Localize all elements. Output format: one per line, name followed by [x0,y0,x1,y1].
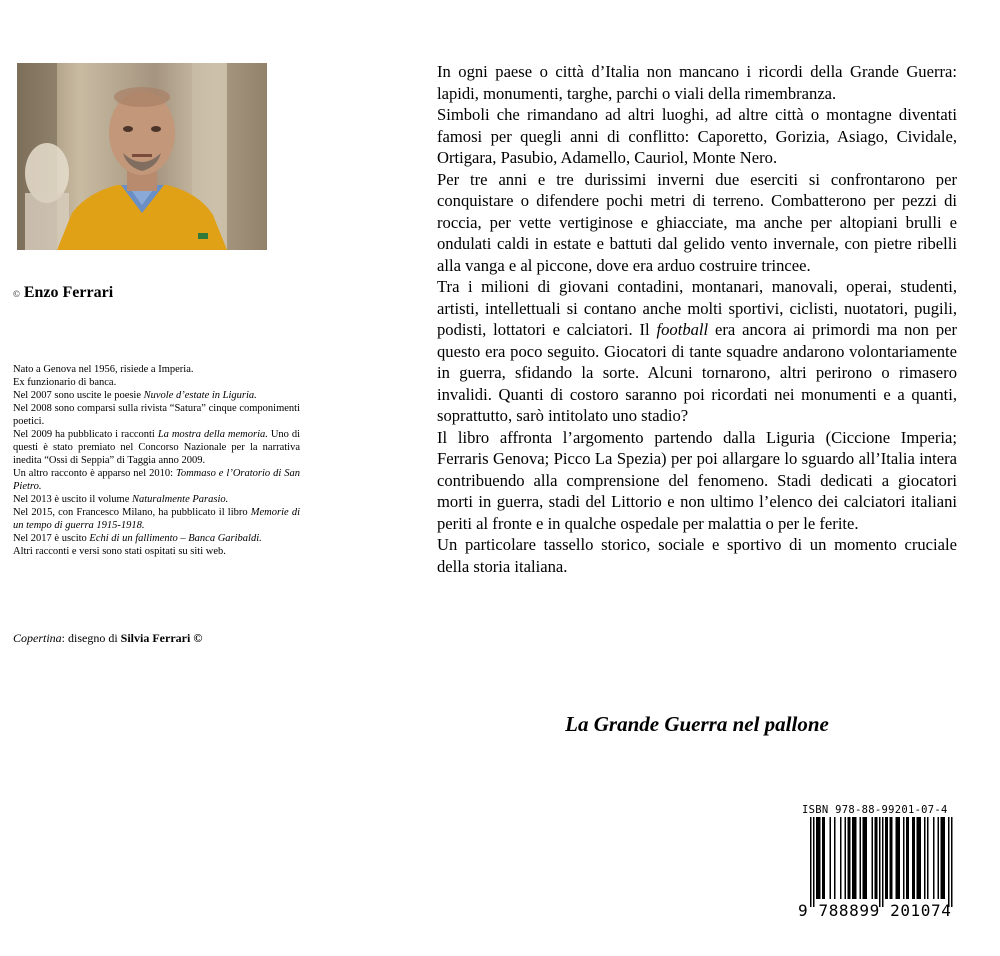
barcode-bar [912,817,914,899]
barcode-bar [875,817,877,899]
author-bio [13,363,300,558]
bio-paragraph [13,363,300,376]
bio-paragraph [13,545,300,558]
bio-text: Un altro racconto è apparso nel 2010: [13,468,176,479]
barcode-bar [917,817,919,899]
barcode-bar [908,817,910,899]
blurb-paragraph [437,104,957,169]
back-cover-blurb [437,61,957,577]
bio-text: Nel 2015, con Francesco Milano, ha pubblicato il libro [13,507,251,518]
barcode-bar [818,817,820,899]
barcode-bar [948,817,950,907]
bio-text: Memorie di un tempo di guerra 1915-1918. [13,507,300,531]
barcode-bar [834,817,836,899]
barcode-bar [845,817,847,899]
barcode-bar [855,817,857,899]
bio-text: La mostra della memoria. [157,429,268,440]
barcode-bar [896,817,898,899]
barcode-bar [864,817,866,899]
bio-paragraph [13,428,300,467]
blurb-text: Simboli che rimandano ad altri luoghi, ad altre città o montagne diventati famosi per quegli anni di conflitto: Caporetto, Gorizia, Asiago, Cividale, Ortigara, Pasubio, Adamello, Cauriol, Monte Nero. [437,105,957,167]
blurb-text: Per tre anni e tre durissimi inverni due eserciti si confrontarono per conquistare o difendere pochi metri di terreno. Combatterono per pezzi di roccia, per vette vertiginose e ghiacciate, ma anche per altopiani brulli e ondulati caldi in estate e battuti dal gelido vento invernale, con pietre ribelli alla vanga e al piccone, dove era arduo costruire trincee. [437,169,957,275]
barcode-bar [819,817,821,899]
barcode-bar [933,817,935,899]
cover-artist: Silvia Ferrari © [120,631,203,645]
barcode-bar [813,817,815,907]
barcode-bar [899,817,901,899]
barcode-bar [942,817,944,899]
barcode-bar [863,817,865,899]
blurb-paragraph [437,427,957,535]
bio-text: Nel 2013 è uscito il volume [13,494,132,505]
bio-paragraph [13,467,300,493]
bio-paragraph [13,389,300,402]
bio-paragraph [13,493,300,506]
barcode-bar [906,817,908,899]
blurb-text: era ancora ai primordi ma non per questo era poco seguito. Giocatori di tante squadre andarono volontariamente in guerra, sfidando la sorte. Alcuni tornarono, altri perirono o rimasero invalidi. Quanti di costoro saranno poi ricordati nei monumenti e a quanti, soprattutto, sarò intitolato uno stadio? [437,320,958,425]
barcode-bar [882,817,884,907]
barcode-digits: 9 788899 201074 [798,901,952,920]
barcode-bar [879,817,881,907]
bio-text: Nel 2008 sono comparsi sulla rivista “Satura” cinque componimenti poetici. [13,403,300,427]
isbn-barcode [800,817,960,909]
bio-paragraph [13,402,300,428]
barcode-bar [849,817,851,899]
blurb-text: football [656,320,709,339]
author-name [13,284,113,302]
barcode-bar [897,817,899,899]
cover-credit-label: Copertina [13,631,62,645]
bio-text: Nel 2017 è uscito [13,533,90,544]
barcode-bar [816,817,818,899]
isbn-label: ISBN 978-88-99201-07-4 [802,804,948,816]
bio-paragraph [13,532,300,545]
blurb-paragraph [437,61,957,104]
bio-text: Nel 2007 sono uscite le poesie [13,390,144,401]
barcode-bar [852,817,854,899]
barcode-bar [914,817,916,899]
barcode-bar [890,817,892,899]
barcode-bar [887,817,889,899]
bio-text: Tommaso e l’Oratorio di San Pietro. [13,468,300,492]
bio-text: Altri racconti e versi sono stati ospitati su siti web. [13,546,226,557]
barcode-bar [822,817,824,899]
bio-text: Uno di questi è stato premiato nel Concorso Nazionale per la narrativa inedita “Ossi di Seppia” di Taggia anno 2009. [13,429,301,466]
blurb-text: Il libro affronta l’argomento partendo dalla Liguria (Ciccione Imperia; Ferraris Genova; Picco La Spezia) per poi allargare lo sguardo all’Italia intera contribuendo alla comprensione del fenomeno. Stadi dedicati a giocatori morti in guerra, stadi del Littorio e non ultimo l’elenco dei calciatori italiani periti al fronte e in qualche ospedale per malattia o per le ferite. [437,427,957,533]
barcode-bar [944,817,946,899]
barcode-bar [927,817,929,899]
cover-credit-text: : disegno di [61,631,121,645]
barcode-bar [854,817,856,899]
bio-text: Ex funzionario di banca. [13,377,117,388]
barcode-bar [924,817,926,899]
barcode-bar [938,817,940,899]
barcode-bar [918,817,920,899]
blurb-paragraph [437,534,957,577]
barcode-bar [920,817,922,899]
cover-credit [13,631,202,646]
blurb-text: Un particolare tassello storico, sociale e sportivo di un momento cruciale della storia italiana. [437,535,957,576]
barcode-bar [885,817,887,899]
barcode-bar [951,817,953,907]
barcode-bar [830,817,832,899]
blurb-text: In ogni paese o città d’Italia non mancano i ricordi della Grande Guerra: lapidi, monumenti, targhe, parchi o viali della rimembranza. [437,62,957,103]
barcode-bar [891,817,893,899]
bio-text: Nuvole d’estate in Liguria. [143,390,257,401]
barcode-bar [810,817,812,907]
author-photo [17,63,267,250]
barcode-bar [876,817,878,899]
barcode-bar [866,817,868,899]
barcode-bar [872,817,874,899]
barcode-bar [903,817,905,899]
barcode-bar [840,817,842,899]
bio-text: Naturalmente Parasio. [131,494,229,505]
blurb-text: Tra i milioni di giovani contadini, montanari, manovali, operai, studenti, artisti, intellettuali si contano anche molti sportivi, ciclisti, nuotatori, pugili, podisti, lottatori e calciatori. Il [437,277,957,339]
blurb-paragraph [437,276,957,427]
barcode-bar [824,817,826,899]
author-name-text: Enzo Ferrari [23,284,114,301]
bio-text: Nato a Genova nel 1956, risiede a Imperia. [13,364,194,375]
bio-text: Echi di un fallimento – Banca Garibaldi. [89,533,262,544]
book-title: La Grande Guerra nel pallone [565,712,829,736]
barcode-bar [941,817,943,899]
author-photo-illustration [17,63,267,250]
bio-paragraph [13,376,300,389]
bio-paragraph [13,506,300,532]
blurb-paragraph [437,169,957,277]
barcode-bar [848,817,850,899]
bio-text: Nel 2009 ha pubblicato i racconti [13,429,158,440]
barcode-bar [860,817,862,899]
copyright-symbol: © [13,289,20,299]
